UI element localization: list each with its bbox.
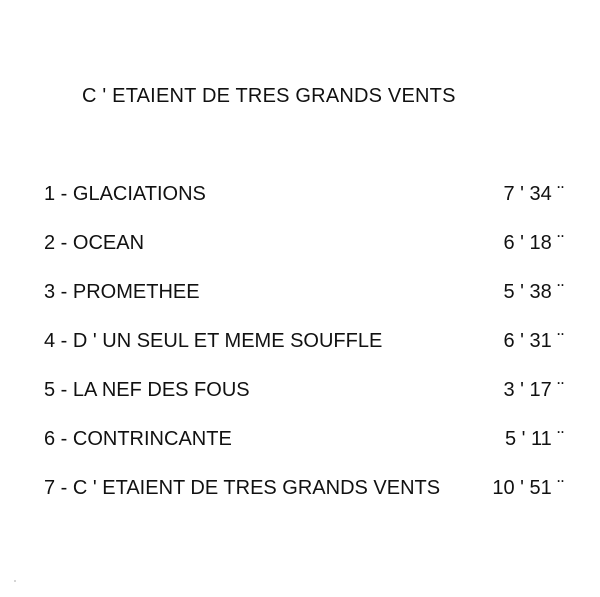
track-row (44, 423, 564, 472)
track-row (44, 325, 564, 374)
track-title: 4 - D ' UN SEUL ET MEME SOUFFLE (44, 330, 383, 352)
track-list (44, 178, 564, 521)
track-title: 5 - LA NEF DES FOUS (44, 379, 250, 401)
track-row (44, 227, 564, 276)
track-duration: 5 ' 38 ¨ (503, 281, 564, 303)
track-row (44, 276, 564, 325)
track-title: 1 - GLACIATIONS (44, 183, 206, 205)
track-title: 6 - CONTRINCANTE (44, 428, 232, 450)
scan-speck (14, 580, 16, 582)
track-duration: 7 ' 34 ¨ (503, 183, 564, 205)
album-title: C ' ETAIENT DE TRES GRANDS VENTS (82, 85, 456, 107)
track-duration: 10 ' 51 ¨ (492, 477, 564, 499)
track-row (44, 472, 564, 521)
track-title: 7 - C ' ETAIENT DE TRES GRANDS VENTS (44, 477, 441, 499)
track-duration: 3 ' 17 ¨ (503, 379, 564, 401)
track-row (44, 178, 564, 227)
track-row (44, 374, 564, 423)
track-title: 3 - PROMETHEE (44, 281, 200, 303)
track-duration: 6 ' 31 ¨ (503, 330, 564, 352)
track-title: 2 - OCEAN (44, 232, 145, 254)
track-duration: 6 ' 18 ¨ (503, 232, 564, 254)
track-duration: 5 ' 11 ¨ (504, 428, 564, 450)
